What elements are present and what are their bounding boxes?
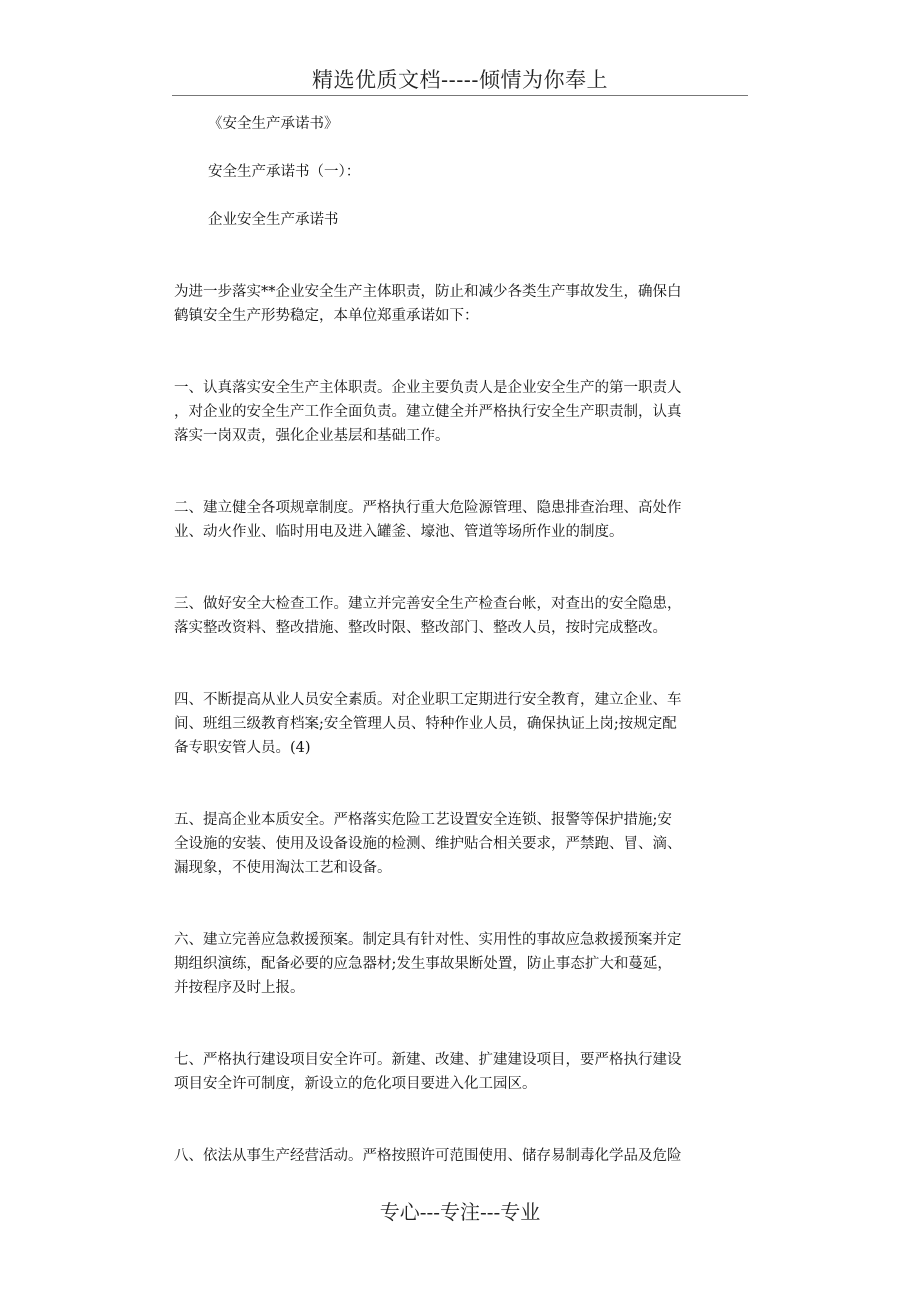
header-divider xyxy=(172,95,748,96)
document-title: 《安全生产承诺书》 xyxy=(208,116,339,132)
text-line: 项目安全许可制度，新设立的危化项目要进入化工园区。 xyxy=(174,1076,537,1092)
document-body xyxy=(174,112,746,1168)
pledge-item-5 xyxy=(174,808,746,880)
intro-paragraph xyxy=(174,280,746,328)
text-line: 落实一岗双责，强化企业基层和基础工作。 xyxy=(174,428,450,444)
pledge-item-8 xyxy=(174,1144,746,1168)
text-line: 五、提高企业本质安全。严格落实危险工艺设置安全连锁、报警等保护措施;安 xyxy=(174,812,672,828)
text-line: 落实整改资料、整改措施、整改时限、整改部门、整改人员，按时完成整改。 xyxy=(174,620,667,636)
text-line: 鹤镇安全生产形势稳定，本单位郑重承诺如下： xyxy=(174,308,479,324)
text-line: 六、建立完善应急救援预案。制定具有针对性、实用性的事故应急救援预案并定 xyxy=(174,932,682,948)
pledge-item-2 xyxy=(174,496,746,544)
text-line: 全设施的安装、使用及设备设施的检测、维护贴合相关要求，严禁跑、冒、滴、 xyxy=(174,836,682,852)
letter-title: 企业安全生产承诺书 xyxy=(208,212,339,228)
section-title: 安全生产承诺书（一）： xyxy=(208,164,361,180)
text-line: 间、班组三级教育档案;安全管理人员、特种作业人员，确保执证上岗;按规定配 xyxy=(174,716,677,732)
text-line: 业、动火作业、临时用电及进入罐釜、壕池、管道等场所作业的制度。 xyxy=(174,524,624,540)
pledge-item-7 xyxy=(174,1048,746,1096)
pledge-item-1 xyxy=(174,376,746,448)
text-line: ，对企业的安全生产工作全面负责。建立健全并严格执行安全生产职责制，认真 xyxy=(174,404,682,420)
text-line: 一、认真落实安全生产主体职责。企业主要负责人是企业安全生产的第一职责人 xyxy=(174,380,682,396)
pledge-item-4 xyxy=(174,688,746,760)
pledge-item-3 xyxy=(174,592,746,640)
page-header-title: 精选优质文档-----倾情为你奉上 xyxy=(312,68,608,92)
text-line: 三、做好安全大检查工作。建立并完善安全生产检查台帐，对查出的安全隐患， xyxy=(174,596,682,612)
text-line: 期组织演练，配备必要的应急器材;发生事故果断处置，防止事态扩大和蔓延， xyxy=(174,956,672,972)
text-line: 二、建立健全各项规章制度。严格执行重大危险源管理、隐患排查治理、高处作 xyxy=(174,500,682,516)
text-line: 为进一步落实**企业安全生产主体职责，防止和减少各类生产事故发生，确保白 xyxy=(174,284,682,300)
pledge-item-6 xyxy=(174,928,746,1000)
text-line: 四、不断提高从业人员安全素质。对企业职工定期进行安全教育，建立企业、车 xyxy=(174,692,682,708)
text-line: 并按程序及时上报。 xyxy=(174,980,305,996)
text-line: 八、依法从事生产经营活动。严格按照许可范围使用、储存易制毒化学品及危险 xyxy=(174,1148,682,1164)
page-footer: 专心---专注---专业 xyxy=(379,1200,541,1224)
text-line: 漏现象，不使用淘汰工艺和设备。 xyxy=(174,860,392,876)
text-line: 备专职安管人员。(4) xyxy=(174,740,311,756)
text-line: 七、严格执行建设项目安全许可。新建、改建、扩建建设项目，要严格执行建设 xyxy=(174,1052,682,1068)
